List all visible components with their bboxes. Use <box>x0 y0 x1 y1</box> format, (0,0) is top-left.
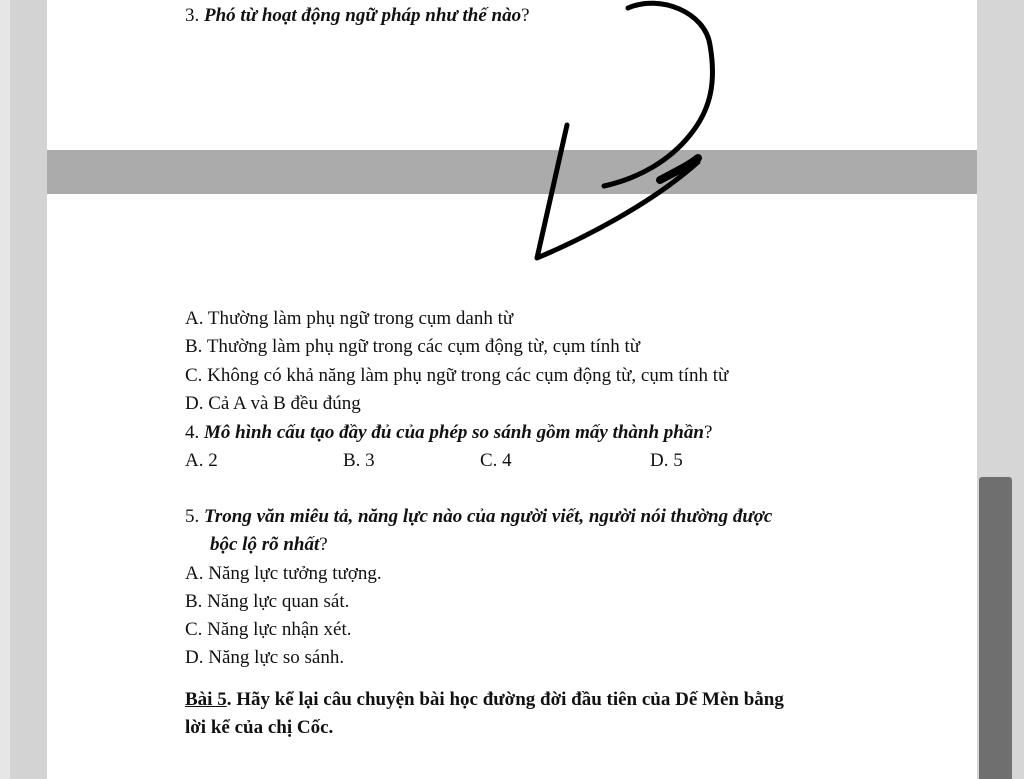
question-5 <box>185 505 772 529</box>
question-4-option-d: D. 5 <box>650 450 683 471</box>
question-5-mark: ? <box>319 534 328 555</box>
question-3-option-a: A. Thường làm phụ ngữ trong cụm danh từ <box>185 308 514 329</box>
question-5-option-c: C. Năng lực nhận xét. <box>185 619 352 640</box>
question-3-text: Phó từ hoạt động ngữ pháp như thế nào <box>204 5 522 26</box>
exercise-5-label: Bài 5 <box>185 689 227 710</box>
question-5-text-line1: Trong văn miêu tả, năng lực nào của người viết, người nói thường được <box>204 506 773 527</box>
question-5-line2 <box>210 533 328 557</box>
exercise-5-line2: lời kể của chị Cốc. <box>185 717 334 738</box>
question-4-option-a: A. 2 <box>185 450 218 471</box>
question-3-mark: ? <box>521 5 530 26</box>
question-3-number: 3. <box>185 5 200 26</box>
question-5-option-d: D. Năng lực so sánh. <box>185 647 345 668</box>
question-3-option-d: D. Cả A và B đều đúng <box>185 393 361 414</box>
exercise-5-text-line1: . Hãy kể lại câu chuyện bài học đường đời đầu tiên của Dế Mèn bằng <box>226 689 784 710</box>
question-5-text-line2: bộc lộ rõ nhất <box>210 534 320 555</box>
scrollbar-thumb[interactable] <box>979 477 1012 779</box>
question-4-option-c: C. 4 <box>480 450 512 471</box>
question-5-option-b: B. Năng lực quan sát. <box>185 591 350 612</box>
question-3 <box>185 4 530 28</box>
question-5-number: 5. <box>185 506 200 527</box>
question-4-mark: ? <box>703 422 713 443</box>
question-4-option-b: B. 3 <box>343 450 375 471</box>
exercise-5 <box>185 688 784 712</box>
question-4-number: 4. <box>185 422 200 443</box>
question-4 <box>185 421 712 445</box>
question-5-option-a: A. Năng lực tưởng tượng. <box>185 563 382 584</box>
viewer-left-edge <box>0 0 10 779</box>
question-4-text: Mô hình cấu tạo đầy đủ của phép so sánh gồm mấy thành phần <box>204 422 704 443</box>
question-3-option-c: C. Không có khả năng làm phụ ngữ trong các cụm động từ, cụm tính từ <box>185 365 729 386</box>
question-3-option-b: B. Thường làm phụ ngữ trong các cụm động từ, cụm tính từ <box>185 336 641 357</box>
page-separator <box>47 150 977 194</box>
